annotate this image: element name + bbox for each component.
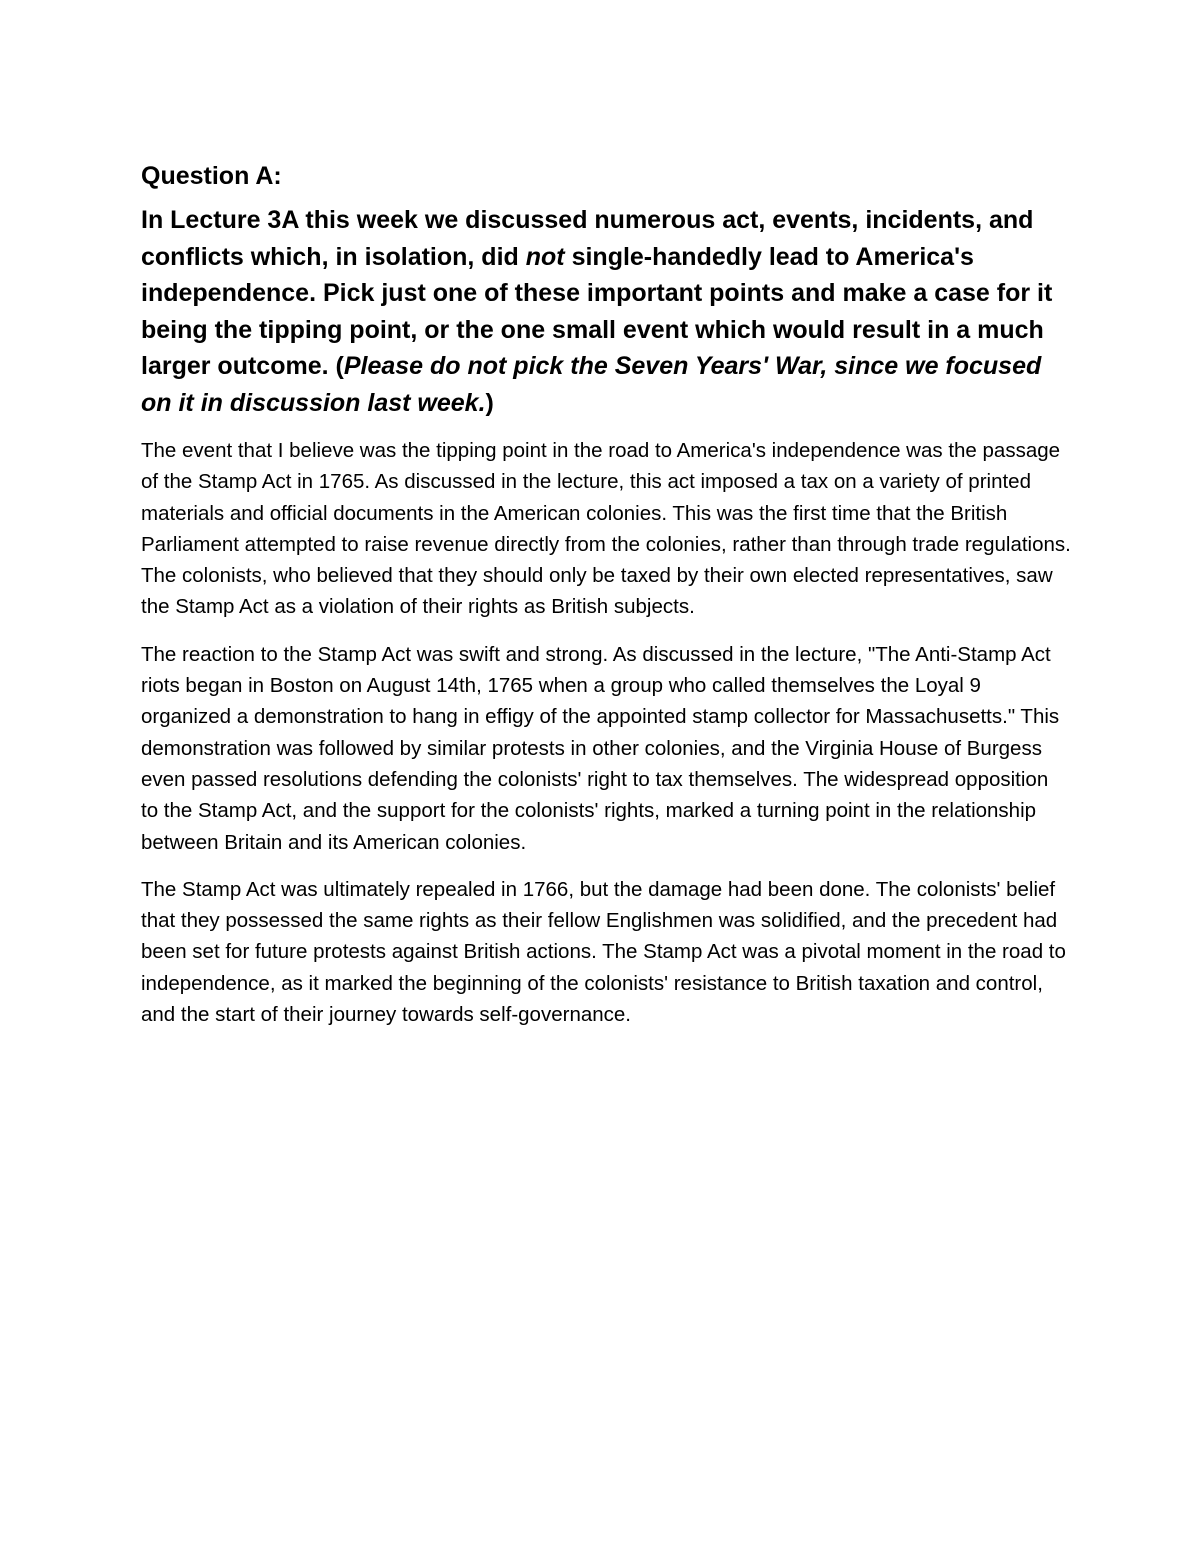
prompt-text-1: In Lecture 3A this week we discussed numerous act, events, incidents, and conflicts which, in isolation, did	[141, 206, 1034, 271]
answer-paragraph-1: The event that I believe was the tipping point in the road to America's independence was the passage of the Stamp Act in 1765. As discussed in the lecture, this act imposed a tax on a variety of printed materials and official documents in the American colonies. This was the first time that the British Parliament attempted to raise revenue directly from the colonies, rather than through trade regulations. The colonists, who believed that they should only be taxed by their own elected representatives, saw the Stamp Act as a violation of their rights as British subjects.	[141, 439, 1071, 619]
question-heading: Question A:	[141, 162, 282, 190]
document-page	[141, 158, 1071, 1046]
prompt-emphasis-not: not	[525, 242, 565, 271]
answer-paragraph-2: The reaction to the Stamp Act was swift and strong. As discussed in the lecture, "The Anti-Stamp Act riots began in Boston on August 14th, 1765 when a group who called themselves the Loyal 9 organized a demonstration to hang in effigy of the appointed stamp collector for Massachusetts." This demonstration was followed by similar protests in other colonies, and the Virginia House of Burgess even passed resolutions defending the colonists' right to tax themselves. The widespread opposition to the Stamp Act, and the support for the colonists' rights, marked a turning point in the relationship between Britain and its American colonies.	[141, 642, 1060, 854]
prompt-italic-note: Please do not pick the Seven Years' War, since we focused on it in discussion last week.	[141, 352, 1042, 417]
question-prompt	[141, 202, 1071, 421]
prompt-text-3: )	[485, 388, 494, 417]
prompt-text-2: single-handedly lead to America's independence. Pick just one of these important points and make a case for it being the tipping point, or the one small event which would result in a much larger outcome. (	[141, 242, 1053, 380]
answer-paragraph-3: The Stamp Act was ultimately repealed in 1766, but the damage had been done. The colonists' belief that they possessed the same rights as their fellow Englishmen was solidified, and the precedent had been set for future protests against British actions. The Stamp Act was a pivotal moment in the road to independence, as it marked the beginning of the colonists' resistance to British taxation and control, and the start of their journey towards self-governance.	[141, 877, 1066, 1027]
